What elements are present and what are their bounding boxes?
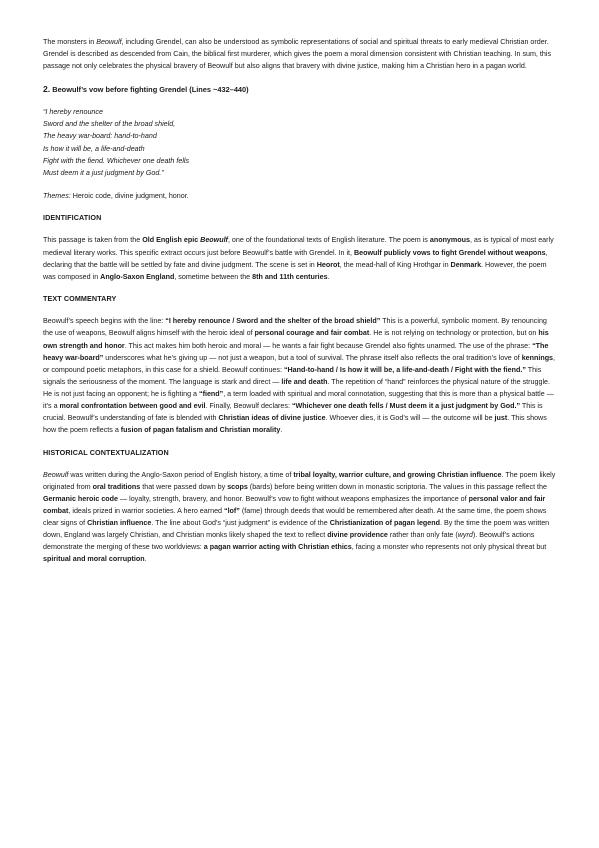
poem-line: Must deem it a just judgment by God.” <box>43 168 164 177</box>
text-run: scops <box>227 482 248 491</box>
section-number: 2. <box>43 83 51 94</box>
text-run: The monsters in <box>43 38 97 46</box>
text-run: This is a powerful, symbolic moment. By renouncing the use of weapons, Beowulf aligns himself with the heroic ideal of <box>43 317 547 338</box>
text-run: Christian influence <box>87 519 152 528</box>
text-run: Anglo-Saxon England <box>100 272 175 281</box>
text-run: (bards) before being written down in monastic scriptoria. The values in this passage reflect the <box>247 482 547 491</box>
text-run: moral confrontation between good and evil <box>59 401 206 410</box>
text-run: wyrd <box>457 531 473 540</box>
text-run: . This shows how the poem reflects a <box>43 414 547 435</box>
text-run: “fiend” <box>199 389 224 398</box>
text-run: Christian ideas of divine justice <box>218 414 326 423</box>
text-run: This signals the seriousness of the moment. The language is stark and direct — <box>43 365 542 386</box>
text-run: Beowulf publicly vows to fight Grendel without weapons <box>354 248 546 257</box>
identification-heading: IDENTIFICATION <box>43 213 102 223</box>
poem-line: Sword and the shelter of the broad shield, <box>43 120 176 129</box>
historical-heading: HISTORICAL CONTEXTUALIZATION <box>43 447 169 457</box>
text-run: . <box>327 272 330 281</box>
themes-text: Heroic code, divine judgment, honor. <box>70 191 189 200</box>
text-run: personal valor and fair combat <box>43 494 546 516</box>
poem-quote <box>43 106 556 179</box>
text-run: anonymous <box>429 236 470 245</box>
text-run: fusion of pagan fatalism and Christian morality <box>120 426 281 435</box>
text-run: “Hand-to-hand / Is how it will be, a life-and-death / Fight with the fiend.” <box>283 365 526 374</box>
text-run: , or compound poetic metaphors, in this case for a shield. Beowulf continues: <box>43 353 556 374</box>
text-run: Beowulf <box>43 470 69 479</box>
text-run: . <box>280 426 283 435</box>
text-run: , sometime between the <box>174 272 253 281</box>
text-run: — loyalty, strength, bravery, and honor. Beowulf’s vow to fight without weapons emphasizes the importance of <box>118 494 469 503</box>
text-run: that were passed down by <box>140 482 228 491</box>
text-run: life and death <box>281 377 328 386</box>
text-run: , one of the foundational texts of English literature. The poem is <box>227 236 430 245</box>
text-run: . The line about God’s “just judgment” is evidence of the <box>151 519 330 528</box>
themes-label: Themes: <box>43 191 71 200</box>
commentary-heading: TEXT COMMENTARY <box>43 294 117 304</box>
text-run: . Finally, Beowulf declares: <box>205 401 292 410</box>
text-run: his own strength and honor <box>43 329 549 350</box>
commentary-paragraph <box>43 315 556 436</box>
text-run: Denmark <box>450 260 482 269</box>
text-run: Beowulf <box>200 236 228 245</box>
intro-paragraph <box>43 36 556 72</box>
text-run: Beowulf’s speech begins with the line: <box>43 317 166 326</box>
text-run: This passage is taken from the <box>43 236 143 245</box>
text-run: (fame) through deeds that would be remembered after death. At the same time, the poem shows clear signs of <box>43 507 547 528</box>
text-run: “Whichever one death fells / Must deem it a just judgment by God.” <box>291 401 521 410</box>
text-run: rather than only fate ( <box>387 531 458 540</box>
text-run: Germanic heroic code <box>43 494 119 503</box>
text-run: spiritual and moral corruption <box>43 555 145 564</box>
text-run: , including Grendel, can also be understood as symbolic representations of social and spiritual threats to early medieval Christian order. Grendel is described as descended from Cain, the biblical first murderer, which gives the poem a moral dimension consistent with Christian teaching. In sum, this passage not only celebrates the physical bravery of Beowulf but also aligns that bravery with divine justice, making him a Christian hero in a pagan world. <box>43 38 552 71</box>
text-run: . However, the poem was composed in <box>43 260 547 281</box>
text-run: . This act makes him both heroic and moral — he wants a fair fight because Grendel also fights unarmed. The use of the phrase: <box>124 341 533 350</box>
text-run: 8th and 11th centuries <box>252 272 328 281</box>
text-run: Beowulf <box>96 38 122 46</box>
text-run: , as is typical of most early medieval literary works. This specific extract occurs just before Beowulf’s battle with Grendel. In it, <box>43 236 554 257</box>
text-run: Old English epic <box>142 236 201 245</box>
text-run: , facing a monster who represents not only physical threat but <box>351 543 547 552</box>
text-run: , a term loaded with spiritual and moral connotation, suggesting that this is more than a physical battle — it’s a <box>43 389 554 410</box>
text-run: “I hereby renounce / Sword and the shelter of the broad shield” <box>165 317 381 326</box>
text-run: Christianization of pagan legend <box>329 519 440 528</box>
text-run: divine providence <box>327 531 388 540</box>
text-run: “The heavy war-board” <box>43 341 549 362</box>
poem-line: Is how it will be, a life-and-death <box>43 144 145 153</box>
text-run: ). Beowulf’s actions demonstrate the merging of these two worldviews: <box>43 531 535 552</box>
text-run: tribal loyalty, warrior culture, and growing Christian influence <box>293 470 502 479</box>
text-run: kennings <box>521 353 554 362</box>
text-run: a pagan warrior acting with Christian ethics <box>203 543 352 552</box>
text-run: , declaring that the battle will be settled by fate and divine judgment. The scene is set in <box>43 248 548 269</box>
poem-line: “I hereby renounce <box>43 108 103 117</box>
text-run: This is crucial. Beowulf’s understanding of fate is blended with <box>43 401 543 423</box>
section-title: Beowulf’s vow before fighting Grendel (Lines ~432–440) <box>52 84 249 94</box>
identification-paragraph <box>43 234 556 282</box>
text-run: was written during the Anglo-Saxon period of English history, a time of <box>68 470 294 479</box>
themes-line <box>43 190 556 202</box>
text-run: just <box>494 414 508 423</box>
text-run: “lof” <box>224 507 240 516</box>
historical-paragraph <box>43 469 556 566</box>
text-run: Heorot <box>316 260 340 269</box>
text-run: . Whoever dies, it is God’s will — the outcome will be <box>325 414 495 423</box>
text-run: . By the time the poem was written down, England was largely Christian, and Christian monks likely shaped the text to reflect <box>43 519 550 540</box>
section-2-heading <box>43 83 556 96</box>
text-run: oral traditions <box>92 482 141 491</box>
poem-line: Fight with the fiend. Whichever one death fells <box>43 156 190 165</box>
text-run: , the mead-hall of King Hrothgar in <box>339 260 451 269</box>
text-run: . <box>144 555 147 564</box>
text-run: personal courage and fair combat <box>254 329 370 338</box>
text-run: . The repetition of “hand” reinforces the physical nature of the struggle. He is not just facing an opponent; he is fighting a <box>43 377 550 398</box>
text-run: . He is not relying on technology or protection, but on <box>369 329 539 338</box>
poem-line: The heavy war-board: hand-to-hand <box>43 132 157 141</box>
text-run: . The poem likely originated from <box>43 470 556 491</box>
text-run: underscores what he’s giving up — not just a weapon, but a tool of survival. The phrase itself also reflects the oral tradition’s love of <box>103 353 522 362</box>
text-run: , ideals prized in warrior societies. A hero earned <box>68 507 224 516</box>
